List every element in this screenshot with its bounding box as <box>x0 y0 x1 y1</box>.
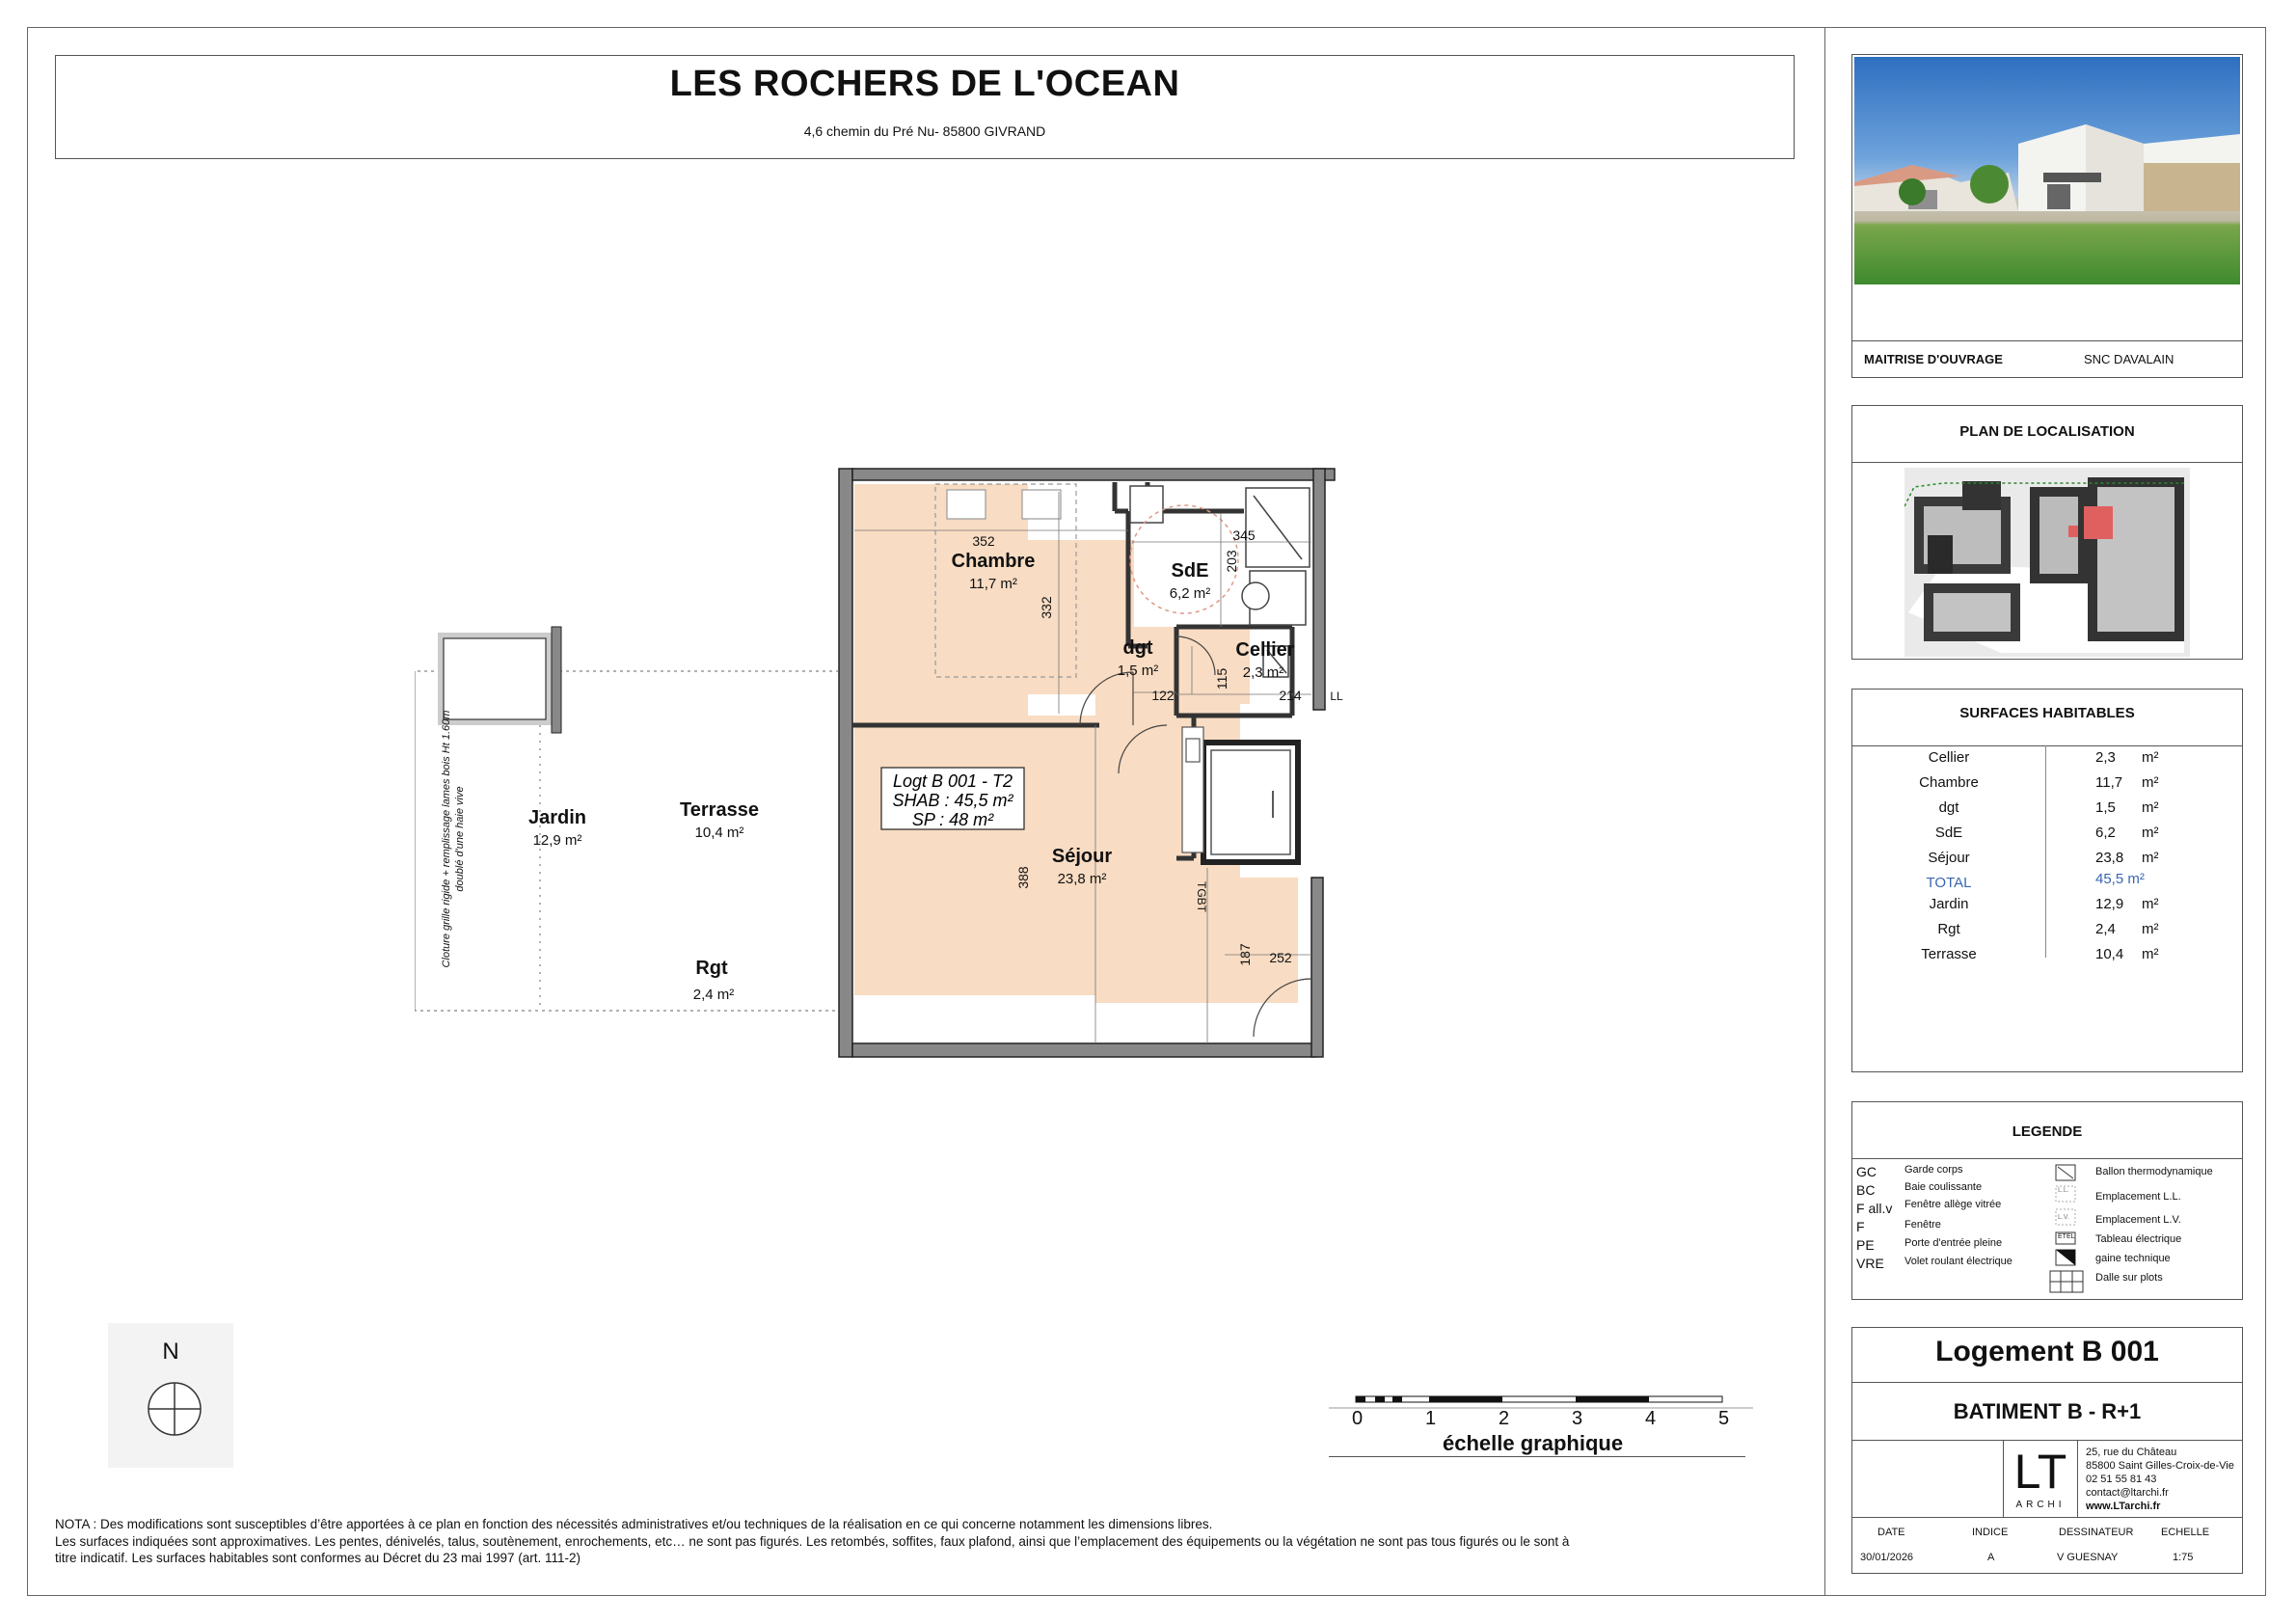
sejour-area: 23,8 m² <box>1057 871 1107 887</box>
logo-box <box>2003 1440 2078 1517</box>
cloture-note-1: Cloture grille rigide + remplissage lames bois Ht 1.60m <box>441 710 452 968</box>
lv-icon-text: L.V. <box>2058 1214 2069 1221</box>
surface-name: Chambre <box>1919 774 1979 791</box>
north-label: N <box>162 1339 179 1365</box>
rgt-storage <box>438 627 561 733</box>
legend-code-row <box>1856 1256 1884 1271</box>
scale-tick-1: 1 <box>1425 1408 1437 1429</box>
surface-value: 2,3 <box>2095 749 2116 766</box>
maitrise-value: SNC DAVALAIN <box>2084 352 2174 366</box>
exterior-unit: m² <box>2142 921 2159 937</box>
exterior-unit: m² <box>2142 896 2159 912</box>
cellier-label: Cellier <box>1235 639 1295 661</box>
location-plan-card <box>1851 405 2243 660</box>
chambre-dim-w: 352 <box>972 533 995 549</box>
surface-value: 1,5 <box>2095 799 2116 816</box>
exterior-row <box>1852 896 2242 921</box>
exterior-name: Jardin <box>1929 896 1969 912</box>
header-box <box>55 55 1795 159</box>
rgt-area: 2,4 m² <box>692 987 735 1003</box>
sde-dim-h: 203 <box>1224 550 1239 573</box>
graphic-scale <box>1329 1389 1753 1456</box>
scale-tick-0: 0 <box>1352 1408 1364 1429</box>
cloture-note-2: doublé d'une haie vive <box>454 786 466 892</box>
chambre-dim-h: 332 <box>1039 596 1054 619</box>
sejour-dim-h: 388 <box>1015 866 1031 889</box>
building-render <box>1854 57 2240 284</box>
batiment-label: BATIMENT B - R+1 <box>1953 1399 2142 1423</box>
surface-unit: m² <box>2142 825 2159 841</box>
cartouche-header-echelle: ECHELLE <box>2161 1527 2210 1538</box>
legend-symbol-label: Dalle sur plots <box>2095 1272 2163 1284</box>
surface-row <box>1852 799 2242 825</box>
location-divider <box>1852 462 2242 463</box>
contact-line: 25, rue du Château <box>2086 1447 2177 1458</box>
note-line-3: titre indicatif. Les surfaces habitables sont conformes au Décret du 23 mai 1997 (art. 111-2) <box>55 1551 581 1565</box>
rgt-label: Rgt <box>695 958 728 979</box>
scale-underline <box>1329 1456 1745 1457</box>
summary-line-2: SHAB : 45,5 m² <box>892 791 1013 810</box>
exterior-name: Rgt <box>1937 921 1960 937</box>
legend-code-row <box>1856 1237 1875 1253</box>
cellier-dim-h: 115 <box>1214 667 1229 690</box>
legend-code-label: Fenêtre <box>1904 1219 1941 1231</box>
surface-unit: m² <box>2142 850 2159 866</box>
surface-unit: m² <box>2142 799 2159 816</box>
render-divider <box>1852 340 2242 341</box>
building-illustration <box>1854 57 2240 284</box>
legend-code-label: Porte d'entrée pleine <box>1904 1237 2003 1249</box>
surface-value: 23,8 <box>2095 850 2124 866</box>
legend-title: LEGENDE <box>2012 1123 2083 1140</box>
exterior-unit: m² <box>2142 946 2159 962</box>
cellier-dim-w: 214 <box>1279 688 1302 703</box>
legend-symbol-label: Emplacement L.V. <box>2095 1214 2181 1226</box>
summary-line-1: Logt B 001 - T2 <box>892 771 1013 791</box>
scale-tick-2: 2 <box>1499 1408 1510 1429</box>
cartouche-echelle: 1:75 <box>2173 1552 2194 1563</box>
legend-code-row <box>1856 1201 1892 1216</box>
surface-total-label: TOTAL <box>1926 875 1972 891</box>
note-line-1: NOTA : Des modifications sont susceptibles d’être apportées à ce plan en fonction des nécessités administratives et/ou techniques de la réalisation en ce qui concerne notamment les dimensions libres. <box>55 1517 1213 1531</box>
surface-value: 6,2 <box>2095 825 2116 841</box>
legend-card <box>1851 1101 2243 1300</box>
surfaces-table <box>1852 749 2242 971</box>
kitchen-unit <box>1182 727 1203 852</box>
logement-title: Logement B 001 <box>1935 1336 2159 1367</box>
cartouche-indice: A <box>1987 1552 1995 1563</box>
sejour-label: Séjour <box>1051 846 1113 867</box>
exterior-name: Terrasse <box>1921 946 1977 962</box>
chambre-label: Chambre <box>951 551 1036 572</box>
legend-code-label: Garde corps <box>1904 1164 1963 1176</box>
cartouche-header-date: DATE <box>1877 1527 1905 1538</box>
legend-code-row <box>1856 1182 1875 1198</box>
technical-duct-icon <box>2055 1249 2076 1266</box>
electric-panel-icon-text: ETEL <box>2058 1233 2075 1240</box>
exterior-value: 12,9 <box>2095 896 2124 912</box>
surface-total-value: 45,5 m² <box>2095 871 2145 887</box>
project-address: 4,6 chemin du Pré Nu- 85800 GIVRAND <box>803 123 1046 139</box>
notes <box>55 1516 1810 1567</box>
cartouche-header-indice: INDICE <box>1972 1527 2009 1538</box>
surface-row <box>1852 749 2242 774</box>
legend-code: VRE <box>1856 1256 1884 1271</box>
scale-tick-4: 4 <box>1645 1408 1657 1429</box>
legend-code: GC <box>1856 1164 1877 1179</box>
jardin-area: 12,9 m² <box>532 832 582 849</box>
surface-name: dgt <box>1938 799 1959 816</box>
surface-value: 11,7 <box>2095 774 2123 791</box>
surface-name: Cellier <box>1928 749 1970 766</box>
slab-icon <box>2049 1270 2084 1293</box>
chambre-area: 11,7 m² <box>969 576 1017 592</box>
contact-line: contact@ltarchi.fr <box>2086 1487 2169 1499</box>
surface-name: Séjour <box>1928 850 1970 866</box>
surface-row <box>1852 825 2242 850</box>
exterior-value: 2,4 <box>2095 921 2116 937</box>
ll-icon-text: L.L. <box>2058 1187 2069 1194</box>
title-block <box>1851 1327 2243 1574</box>
cartouche-date: 30/01/2026 <box>1860 1552 1914 1563</box>
legend-code-label: Fenêtre allège vitrée <box>1904 1199 2002 1210</box>
dgt-dim-w: 122 <box>1151 688 1175 703</box>
summary-line-3: SP : 48 m² <box>911 810 994 829</box>
location-map <box>1904 468 2190 657</box>
cartouche-dessinateur: V GUESNAY <box>2057 1552 2119 1563</box>
cartouche-header-dessinateur: DESSINATEUR <box>2059 1527 2134 1538</box>
contact-line: 85800 Saint Gilles-Croix-de-Vie <box>2086 1460 2234 1472</box>
legend-symbol-label: Tableau électrique <box>2095 1233 2182 1245</box>
surfaces-title: SURFACES HABITABLES <box>1959 705 2135 721</box>
north-arrow <box>108 1323 233 1468</box>
contact-block <box>2086 1446 2234 1513</box>
terrasse-area: 10,4 m² <box>694 825 744 841</box>
scale-label: échelle graphique <box>1443 1431 1624 1455</box>
title-divider-3 <box>1852 1517 2242 1518</box>
legend-divider <box>1852 1158 2242 1159</box>
location-plan-title: PLAN DE LOCALISATION <box>1959 423 2135 440</box>
scale-tick-3: 3 <box>1572 1408 1583 1429</box>
surfaces-card <box>1851 689 2243 1072</box>
ll-marker: LL <box>1330 690 1343 703</box>
legend-symbol-label: Emplacement L.L. <box>2095 1191 2181 1203</box>
legend-symbol-label: Ballon thermodynamique <box>2095 1166 2213 1177</box>
water-heater-icon <box>2055 1164 2076 1181</box>
legend-code-label: Baie coulissante <box>1904 1181 1983 1193</box>
title-divider-1 <box>1852 1382 2242 1383</box>
jardin-label: Jardin <box>527 807 587 828</box>
sde-area: 6,2 m² <box>1169 585 1211 602</box>
legend-code-label: Volet roulant électrique <box>1904 1256 2012 1267</box>
legend-code-row <box>1856 1219 1865 1234</box>
dgt-label: dgt <box>1122 637 1153 659</box>
sejour-dim-h2: 187 <box>1237 943 1253 966</box>
summary-box <box>881 768 1024 829</box>
exterior-value: 10,4 <box>2095 946 2124 962</box>
exterior-row <box>1852 946 2242 971</box>
tgbt-label: TGBT <box>1195 881 1208 912</box>
technical-shaft <box>1203 743 1298 862</box>
sde-label: SdE <box>1171 560 1209 582</box>
surface-total-row <box>1852 871 2242 896</box>
dgt-area: 1,5 m² <box>1117 663 1159 679</box>
legend-code: F <box>1856 1219 1865 1234</box>
legend-code-row <box>1856 1164 1877 1179</box>
legend-code: BC <box>1856 1182 1876 1198</box>
contact-line: 02 51 55 81 43 <box>2086 1474 2157 1485</box>
scale-tick-5: 5 <box>1718 1408 1730 1429</box>
note-line-2: Les surfaces indiquées sont approximatives. Les pentes, dénivelés, talus, soutènement, enrochements, etc… ne sont pas figurés. Les retombés, soffites, faux plafond, ainsi que l’emplacement des équipements ou la végétation ne sont pas tous figurés ou le sont à <box>55 1533 1570 1549</box>
exterior-row <box>1852 921 2242 946</box>
sde-dim-w: 345 <box>1232 527 1256 543</box>
surface-unit: m² <box>2142 749 2159 766</box>
legend-code: PE <box>1856 1237 1875 1253</box>
maitrise-label: MAITRISE D'OUVRAGE <box>1864 352 2003 366</box>
floor-plan <box>415 453 1408 1070</box>
terrasse-label: Terrasse <box>680 799 759 821</box>
contact-line: www.LTarchi.fr <box>2086 1501 2161 1512</box>
project-title: LES ROCHERS DE L'OCEAN <box>669 64 1180 104</box>
legend-symbol-label: gaine technique <box>2095 1253 2171 1264</box>
surface-name: SdE <box>1934 825 1963 841</box>
logo-subtext: ARCHI <box>2015 1500 2066 1510</box>
surface-unit: m² <box>2142 774 2159 791</box>
project-card <box>1851 54 2243 378</box>
legend-code: F all.v <box>1856 1201 1893 1216</box>
scale-bar <box>1329 1389 1753 1431</box>
sidebar-separator <box>1824 27 1825 1596</box>
surfaces-divider <box>1852 745 2242 746</box>
sejour-dim-w: 252 <box>1269 950 1292 965</box>
surface-row <box>1852 774 2242 799</box>
compass-icon <box>147 1381 203 1437</box>
cellier-area: 2,3 m² <box>1242 664 1284 681</box>
logo-text: LT <box>2013 1445 2067 1499</box>
